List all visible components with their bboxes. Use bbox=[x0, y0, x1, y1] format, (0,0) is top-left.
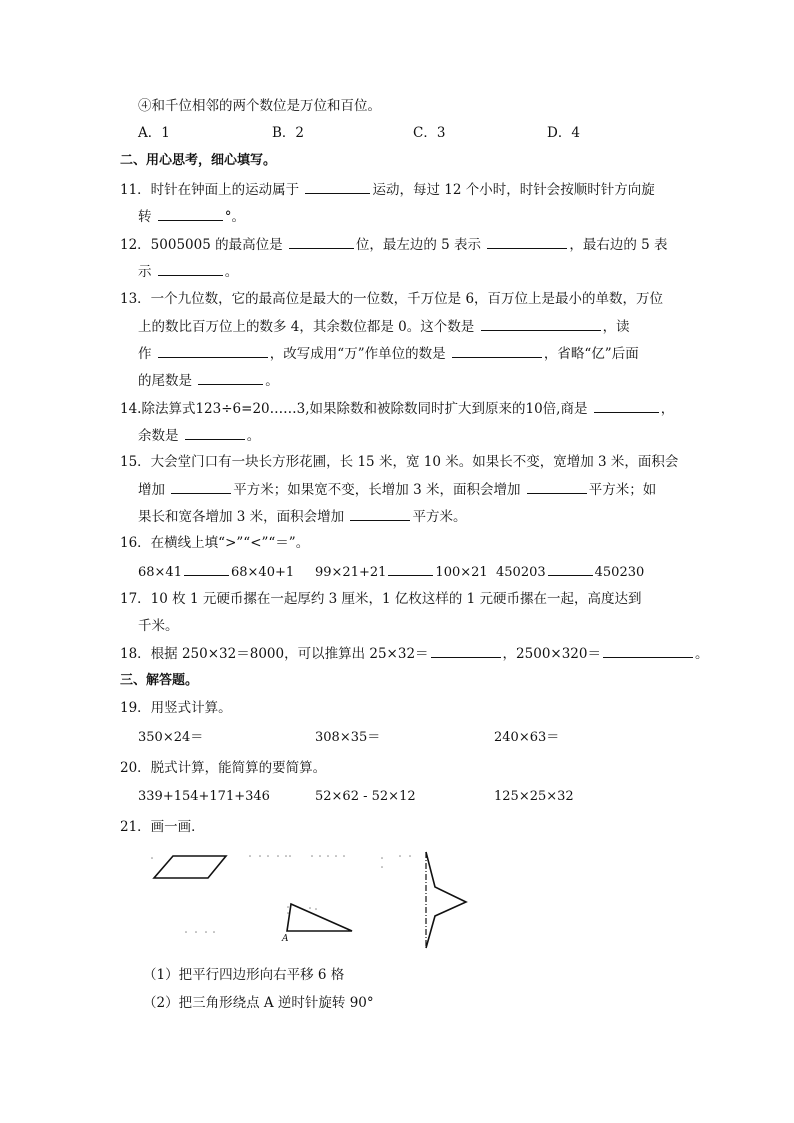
q16-expr-1 bbox=[138, 561, 294, 583]
section-3-heading: 三、解答题。 bbox=[120, 673, 199, 688]
q13-blank-2[interactable] bbox=[158, 343, 268, 358]
q20-expr-2: 52×62 - 52×12 bbox=[315, 789, 416, 804]
q19-expr-1: 350×24＝ bbox=[138, 730, 204, 745]
q14-blank-2[interactable] bbox=[185, 425, 245, 440]
question-18-line1 bbox=[120, 643, 708, 664]
parallelogram-shape[interactable] bbox=[154, 856, 226, 878]
q12-text-e: 。 bbox=[224, 264, 239, 280]
question-15-line3 bbox=[138, 506, 466, 527]
q13-text-f: ，省略“亿”后面 bbox=[543, 346, 639, 362]
q11-blank-1[interactable] bbox=[305, 179, 370, 194]
q14-text-c: 余数是 bbox=[138, 428, 179, 444]
question-11-line2 bbox=[138, 206, 245, 227]
q15-blank-2[interactable] bbox=[527, 479, 587, 494]
q12-blank-2[interactable] bbox=[487, 234, 567, 249]
q13-blank-3[interactable] bbox=[452, 343, 542, 358]
q15-blank-1[interactable] bbox=[171, 479, 231, 494]
grid-dots bbox=[151, 855, 411, 933]
question-19: 19．用竖式计算。 bbox=[120, 700, 232, 716]
half-star-shape[interactable] bbox=[426, 852, 466, 948]
q16-blank-3[interactable] bbox=[548, 561, 593, 576]
q13-text-b: 上的数比百万位上的数多 4，其余数位都是 0。这个数是 bbox=[138, 319, 475, 335]
q15-text-d: 平方米；如 bbox=[588, 482, 657, 498]
point-a-label: A bbox=[282, 934, 289, 944]
question-14-line2 bbox=[138, 425, 260, 446]
q13-text-g: 的尾数是 bbox=[138, 373, 192, 389]
q10-option-d: D．4 bbox=[547, 125, 580, 141]
q12-blank-3[interactable] bbox=[158, 261, 223, 276]
q14-blank-1[interactable] bbox=[594, 398, 659, 413]
q16-expr-3-left: 450203 bbox=[496, 565, 546, 580]
q11-text-c: 转 bbox=[138, 209, 152, 225]
q14-text-a: 14.除法算式123÷6=20……3,如果除数和被除数同时扩大到原来的10倍,商是 bbox=[120, 401, 588, 417]
q16-expr-2 bbox=[315, 561, 488, 583]
q10-option-b: B．2 bbox=[272, 125, 305, 141]
q16-expr-2-left: 99×21+21 bbox=[315, 565, 387, 580]
q13-text-c: ，读 bbox=[602, 319, 630, 335]
q21-task-2: （2）把三角形绕点 A 逆时针旋转 90° bbox=[143, 995, 374, 1011]
q15-text-e: 果长和宽各增加 3 米，面积会增加 bbox=[138, 509, 345, 525]
q12-text-c: ，最右边的 5 表 bbox=[569, 237, 668, 253]
q21-grid-figure bbox=[140, 845, 480, 955]
triangle-shape[interactable] bbox=[287, 904, 352, 931]
q16-blank-2[interactable] bbox=[388, 561, 433, 576]
question-15-line1: 15．大会堂门口有一块长方形花圃，长 15 米，宽 10 米。如果长不变，宽增加 3 米，面积会 bbox=[120, 454, 679, 470]
question-13-line1: 13．一个九位数，它的最高位是最大的一位数，千万位是 6，百万位上是最小的单数，万位 bbox=[120, 291, 664, 307]
q11-text-d: °。 bbox=[224, 209, 246, 225]
q16-blank-1[interactable] bbox=[184, 561, 229, 576]
q13-text-h: 。 bbox=[265, 373, 279, 389]
q16-expr-1-left: 68×41 bbox=[138, 565, 182, 580]
q13-blank-4[interactable] bbox=[198, 370, 263, 385]
q18-text-a: 18．根据 250×32＝8000，可以推算出 25×32＝ bbox=[120, 646, 429, 662]
q12-text-d: 示 bbox=[138, 264, 152, 280]
q11-text-a: 11．时针在钟面上的运动属于 bbox=[120, 182, 300, 198]
question-14-line1 bbox=[120, 398, 674, 419]
q15-text-f: 平方米。 bbox=[412, 509, 467, 525]
q16-expr-1-right: 68×40+1 bbox=[230, 565, 295, 580]
question-12-line2 bbox=[138, 261, 238, 282]
section-2-heading: 二、用心思考，细心填写。 bbox=[120, 153, 277, 168]
q13-blank-1[interactable] bbox=[481, 316, 601, 331]
q10-option-c: C．3 bbox=[413, 125, 446, 141]
q14-text-d: 。 bbox=[246, 428, 261, 444]
q20-expr-1: 339+154+171+346 bbox=[138, 789, 270, 804]
question-13-line4 bbox=[138, 370, 279, 391]
q14-text-b: ， bbox=[660, 401, 675, 417]
q13-text-d: 作 bbox=[138, 346, 152, 362]
question-13-line3 bbox=[138, 343, 639, 364]
question-11-line1 bbox=[120, 179, 655, 200]
q15-text-b: 增加 bbox=[138, 482, 165, 498]
q19-expr-2: 308×35＝ bbox=[315, 730, 381, 745]
q18-text-c: 。 bbox=[694, 646, 709, 662]
q19-expr-3: 240×63＝ bbox=[494, 730, 560, 745]
q21-task-1: （1）把平行四边形向右平移 6 格 bbox=[143, 967, 345, 983]
q15-blank-3[interactable] bbox=[350, 506, 410, 521]
q16-expr-3 bbox=[496, 561, 644, 583]
question-17-line2: 千米。 bbox=[138, 618, 179, 634]
q18-blank-1[interactable] bbox=[431, 643, 501, 658]
q16-expr-2-right: 100×21 bbox=[435, 565, 488, 580]
question-17-line1: 17．10 枚 1 元硬币摞在一起厚约 3 厘米，1 亿枚这样的 1 元硬币摞在一起，高度达到 bbox=[120, 591, 642, 607]
question-15-line2 bbox=[138, 479, 656, 500]
q10-option-a: A．1 bbox=[138, 125, 170, 141]
q12-blank-1[interactable] bbox=[289, 234, 354, 249]
q11-text-b: 运动，每过 12 个小时，时针会按顺时针方向旋 bbox=[372, 182, 655, 198]
q13-text-e: ，改写成用“万”作单位的数是 bbox=[269, 346, 446, 362]
q18-blank-2[interactable] bbox=[603, 643, 693, 658]
question-13-line2 bbox=[138, 316, 630, 337]
q15-text-c: 平方米；如果宽不变，长增加 3 米，面积会增加 bbox=[233, 482, 521, 498]
q20-expr-3: 125×25×32 bbox=[494, 789, 574, 804]
question-12-line1 bbox=[120, 234, 668, 255]
q12-text-a: 12．5005005 的最高位是 bbox=[120, 237, 283, 253]
q10-item4: ④和千位相邻的两个数位是万位和百位。 bbox=[138, 98, 381, 114]
question-21: 21．画一画． bbox=[120, 819, 205, 835]
q11-blank-2[interactable] bbox=[158, 206, 223, 221]
question-16-line1: 16．在横线上填“>”“<”“＝”。 bbox=[120, 535, 310, 551]
q12-text-b: 位，最左边的 5 表示 bbox=[355, 237, 482, 253]
question-20: 20．脱式计算，能简算的要简算。 bbox=[120, 760, 327, 776]
q16-expr-3-right: 450230 bbox=[594, 565, 645, 580]
q18-text-b: ，2500×320＝ bbox=[502, 646, 601, 662]
